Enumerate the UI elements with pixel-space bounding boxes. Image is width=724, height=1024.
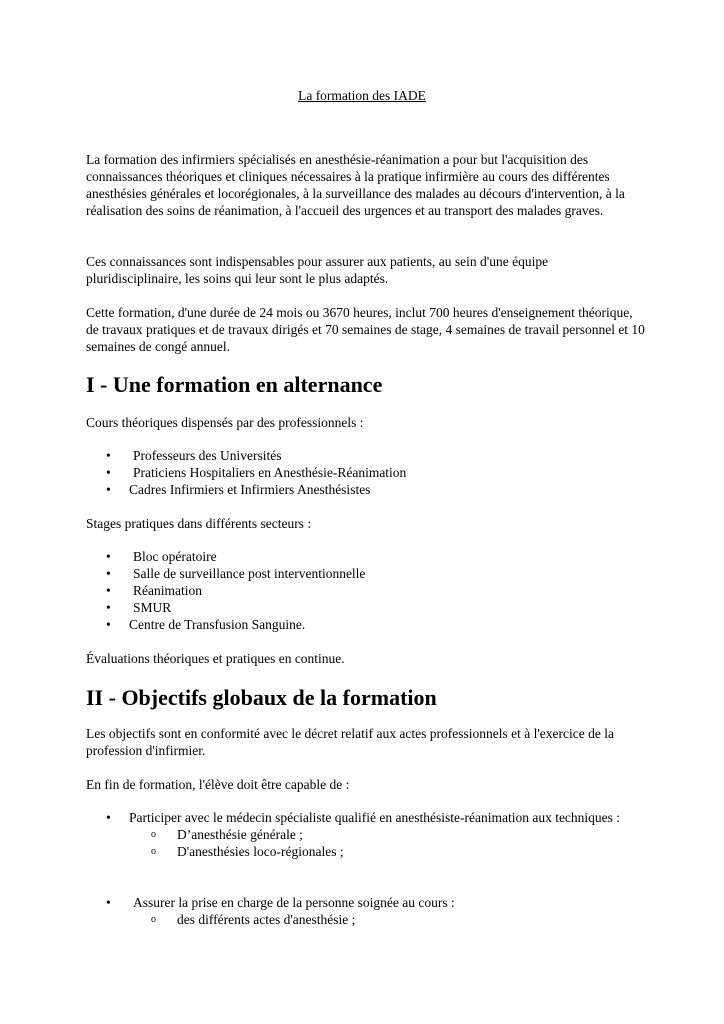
list-item <box>86 549 646 566</box>
bullet-icon: • <box>106 549 111 564</box>
sub-list-item <box>129 827 646 844</box>
intro-paragraph-2: Ces connaissances sont indispensables pour assurer aux patients, au sein d'une équipe pluridisciplinaire, les soins qui leur sont le plus adaptés. <box>86 254 549 286</box>
sub-list <box>129 827 646 861</box>
stages-list <box>86 549 646 634</box>
section-1-heading: I - Une formation en alternance <box>86 372 383 397</box>
bullet-icon: • <box>106 895 111 910</box>
courses-list <box>86 448 646 499</box>
evaluations-text: Évaluations théoriques et pratiques en continue. <box>86 651 345 666</box>
bullet-icon: • <box>106 810 111 825</box>
list-item-label: Bloc opératoire <box>133 549 217 564</box>
sub-list-item-label: des différents actes d'anesthésie ; <box>177 911 356 927</box>
objectives-list <box>86 810 646 861</box>
document-title: La formation des IADE <box>298 88 426 103</box>
objectives-paragraph: Les objectifs sont en conformité avec le décret relatif aux actes professionnels et à l'exercice de la profession d'infirmier. <box>86 726 614 758</box>
sub-list-item <box>129 912 646 929</box>
bullet-icon: • <box>106 481 111 497</box>
objectives-list-continued <box>86 895 646 929</box>
intro-paragraph-1: La formation des infirmiers spécialisés en anesthésie-réanimation a pour but l'acquisition des connaissances théoriques et cliniques nécessaires à la pratique infirmière au cours des différentes anesthésies générales et locorégionales, à la surveillance des malades au décours d'intervention, à la réalisation des soins de réanimation, à l'accueil des urgences et au transport des malades graves. <box>86 152 625 218</box>
list-item-label: SMUR <box>133 599 172 615</box>
list-item-label: Salle de surveillance post interventionnelle <box>133 565 366 581</box>
sub-list-item-label: D'anesthésies loco-régionales ; <box>177 843 344 859</box>
courses-intro: Cours théoriques dispensés par des professionnels : <box>86 415 364 430</box>
bullet-icon: • <box>106 448 111 463</box>
list-item-label: Centre de Transfusion Sanguine. <box>129 616 306 632</box>
list-item <box>86 583 646 600</box>
sub-list-item-label: D’anesthésie générale ; <box>177 826 303 842</box>
list-item-label: Réanimation <box>133 582 202 598</box>
section-2-heading: II - Objectifs globaux de la formation <box>86 685 437 710</box>
sub-list <box>129 912 646 929</box>
list-item <box>86 448 646 465</box>
circle-bullet-icon: o <box>151 828 156 840</box>
list-item <box>86 617 646 634</box>
bullet-icon: • <box>106 582 111 598</box>
circle-bullet-icon: o <box>151 913 156 925</box>
list-item <box>86 566 646 583</box>
stages-intro: Stages pratiques dans différents secteurs : <box>86 516 312 531</box>
bullet-icon: • <box>106 599 111 615</box>
list-item-label: Professeurs des Universités <box>133 448 282 463</box>
intro-paragraph-3: Cette formation, d'une durée de 24 mois ou 3670 heures, inclut 700 heures d'enseignement théorique, de travaux pratiques et de travaux dirigés et 70 semaines de stage, 4 semaines de travail personnel et 10 semaines de congé annuel. <box>86 305 645 354</box>
list-item-label: Assurer la prise en charge de la personne soignée au cours : <box>133 895 455 910</box>
list-item <box>86 482 646 499</box>
list-item-label: Cadres Infirmiers et Infirmiers Anesthésistes <box>129 481 371 497</box>
list-item-label: Praticiens Hospitaliers en Anesthésie-Réanimation <box>133 464 407 480</box>
list-item <box>86 895 646 929</box>
sub-list-item <box>129 844 646 861</box>
bullet-icon: • <box>106 616 111 632</box>
bullet-icon: • <box>106 565 111 581</box>
capabilities-intro: En fin de formation, l'élève doit être capable de : <box>86 777 350 792</box>
bullet-icon: • <box>106 464 111 480</box>
list-item <box>86 600 646 617</box>
circle-bullet-icon: o <box>151 845 156 857</box>
list-item <box>86 465 646 482</box>
list-item-label: Participer avec le médecin spécialiste qualifié en anesthésiste-réanimation aux techniques : <box>129 810 621 825</box>
list-item <box>86 810 646 861</box>
